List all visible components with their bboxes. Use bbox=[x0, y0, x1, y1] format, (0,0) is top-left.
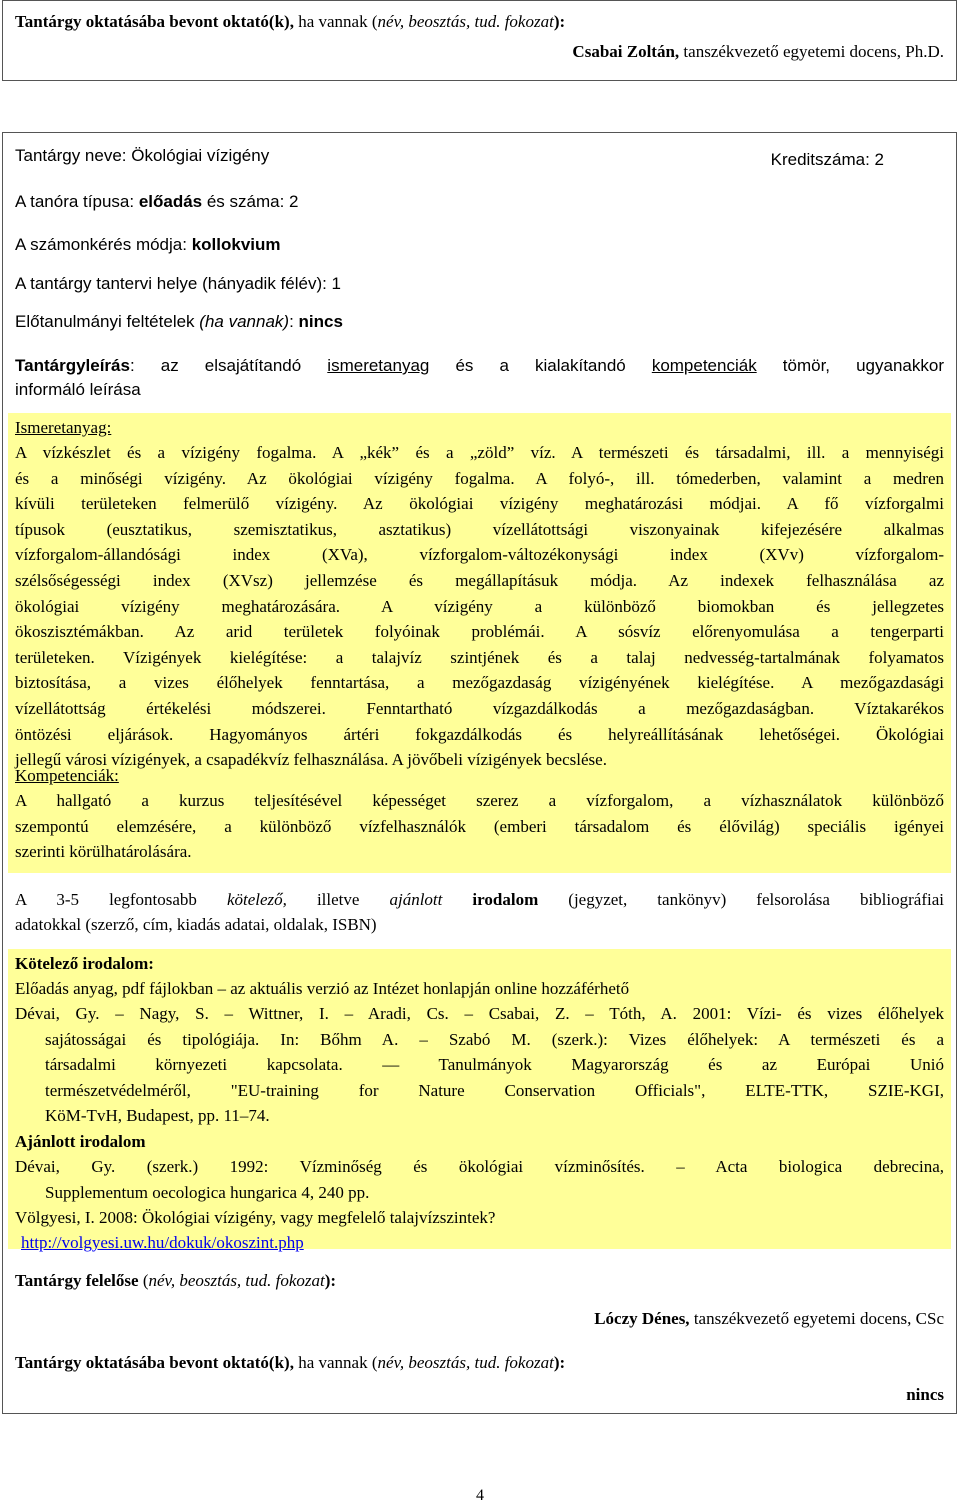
knowledge-line: szélsőségességi index (XVsz) jellemzése és megállapításuk módja. Az indexek felhasználása az bbox=[15, 571, 944, 590]
knowledge-heading: Ismeretanyag: bbox=[15, 418, 112, 437]
course-exam: A számonkérés módja: kollokvium bbox=[15, 235, 281, 254]
recommended-heading: Ajánlott irodalom bbox=[15, 1132, 146, 1151]
course-credits: Kreditszáma: 2 bbox=[770, 150, 884, 169]
recommended-ref-1-line: Supplementum oecologica hungarica 4, 240 pp. bbox=[45, 1182, 370, 1202]
recommended-ref-2: Völgyesi, I. 2008: Ökológiai vízigény, vagy megfelelő talajvízszintek? bbox=[15, 1208, 496, 1227]
course-prerequisites: Előtanulmányi feltételek (ha vannak): nincs bbox=[15, 312, 343, 331]
required-lecture-line: Előadás anyag, pdf fájlokban – az aktuális verzió az Intézet honlapján online hozzáférhető bbox=[15, 979, 630, 998]
instructors-label-line: Tantárgy oktatásába bevont oktató(k), ha vannak (név, beosztás, tud. fokozat): bbox=[15, 12, 566, 31]
required-ref-line: sajátosságai és tipológiája. In: Bőhm A. – Szabó M. (szerk.): Vizes élőhelyek: A természeti és a bbox=[45, 1029, 944, 1049]
required-ref-line: társadalmi környezeti kapcsolata. — Tanulmányok Magyarország és az Európai Unió bbox=[45, 1055, 944, 1074]
knowledge-line: öntözési eljárások. Hagyományos ártéri fokgazdálkodás és helyreállításának lehetőségei. Ökológiai bbox=[15, 724, 944, 744]
knowledge-line: kívüli területeken felmerülő vízigény. Az ökológiai vízigény meghatározási módjai. A fő vízforgalmi bbox=[15, 494, 944, 514]
instructors-label: Tantárgy oktatásába bevont oktató(k), ha vannak (név, beosztás, tud. fokozat): bbox=[15, 1353, 566, 1372]
responsible-value: Lóczy Dénes, tanszékvezető egyetemi docens, CSc bbox=[594, 1309, 944, 1328]
reference-url-link[interactable]: http://volgyesi.uw.hu/dokuk/okoszint.php bbox=[21, 1233, 304, 1252]
required-ref-line: természetvédelméről, "EU-training for Nature Conservation Officials", ELTE-TTK, SZIE-KGI, bbox=[45, 1080, 944, 1100]
competency-line: szerinti körülhatárolására. bbox=[15, 842, 192, 861]
competencies-heading: Kompetenciák: bbox=[15, 766, 119, 785]
knowledge-line: és a minőségi vízigény. Az ökológiai vízigény fogalma. A folyó-, ill. tómederben, valamint a medren bbox=[15, 468, 944, 488]
required-ref-line: KöM-TvH, Budapest, pp. 11–74. bbox=[45, 1106, 270, 1125]
responsible-label: Tantárgy felelőse (név, beosztás, tud. fokozat): bbox=[15, 1271, 337, 1290]
course-semester: A tantárgy tantervi helye (hányadik félév): 1 bbox=[15, 274, 342, 293]
knowledge-line: vízellátottság értékelési módszerei. Fenntartható vízgazdálkodás a mezőgazdaságban. Víztakarékos bbox=[15, 699, 944, 718]
course-name: Tantárgy neve: Ökológiai vízigény bbox=[15, 146, 270, 165]
knowledge-line: területeken. Vízigények kielégítése: a talajvíz szintjének és a talaj nedvesség-tartalmának folyamatos bbox=[15, 647, 944, 667]
previous-instructors-box bbox=[2, 0, 957, 81]
page-number: 4 bbox=[476, 1487, 484, 1504]
recommended-ref-1-line: Dévai, Gy. (szerk.) 1992: Vízminőség és ökológiai vízminősítés. – Acta biologica debrecina, bbox=[15, 1157, 944, 1176]
required-ref-line: Dévai, Gy. – Nagy, S. – Wittner, I. – Aradi, Cs. – Csabai, Z. – Tóth, A. 2001: Vízi- és vizes élőhelyek bbox=[15, 1004, 944, 1023]
knowledge-line: típusok (eusztatikus, szemisztatikus, asztatikus) vízellátottsági viszonyainak kifejezésére alkalmas bbox=[15, 519, 944, 539]
instructors-value-line: Csabai Zoltán, tanszékvezető egyetemi docens, Ph.D. bbox=[572, 42, 944, 61]
description-line-2: informáló leírása bbox=[15, 380, 141, 399]
literature-intro-line-1: A 3-5 legfontosabb kötelező, illetve ajánlott irodalom (jegyzet, tankönyv) felsorolása bibliográfiai bbox=[15, 890, 944, 909]
competency-line: szempontú elemzésére, a különböző vízfelhasználók (emberi társadalom és élővilág) speciális igényei bbox=[15, 816, 944, 836]
knowledge-line: biztosítása, a vizes élőhelyek fenntartása, a mezőgazdaság vízigényének kielégítése. A mezőgazdasági bbox=[15, 673, 944, 693]
instructors-value: nincs bbox=[906, 1385, 944, 1404]
knowledge-line: jellegű városi vízigények, a csapadékvíz felhasználása. A jövőbeli vízigények becslése. bbox=[15, 750, 607, 770]
recommended-ref-2-url bbox=[21, 1232, 944, 1254]
knowledge-line: ökológiai vízigény meghatározására. A vízigény a különböző biomokban és jellegzetes bbox=[15, 596, 944, 616]
knowledge-line: vízforgalom-állandósági index (XVa), vízforgalom-változékonysági index (XVv) vízforgalom- bbox=[15, 545, 944, 565]
course-sheet bbox=[2, 132, 957, 1414]
literature-intro-line-2: adatokkal (szerző, cím, kiadás adatai, oldalak, ISBN) bbox=[15, 915, 377, 934]
knowledge-line: ökoszisztémákban. Az arid területek folyóinak problémái. A sósvíz előrenyomulása a tengerparti bbox=[15, 622, 944, 642]
knowledge-line: A vízkészlet és a vízigény fogalma. A „kék” és a „zöld” víz. A természeti és társadalmi, ill. a mennyiségi bbox=[15, 443, 944, 462]
competency-line: A hallgató a kurzus teljesítésével képességet szerez a vízforgalom, a vízhasználatok különböző bbox=[15, 791, 944, 810]
description-line-1: Tantárgyleírás: az elsajátítandó ismeretanyag és a kialakítandó kompetenciák tömör, ugyanakkor bbox=[15, 356, 944, 375]
required-heading: Kötelező irodalom: bbox=[15, 954, 154, 973]
course-type: A tanóra típusa: előadás és száma: 2 bbox=[15, 192, 299, 211]
